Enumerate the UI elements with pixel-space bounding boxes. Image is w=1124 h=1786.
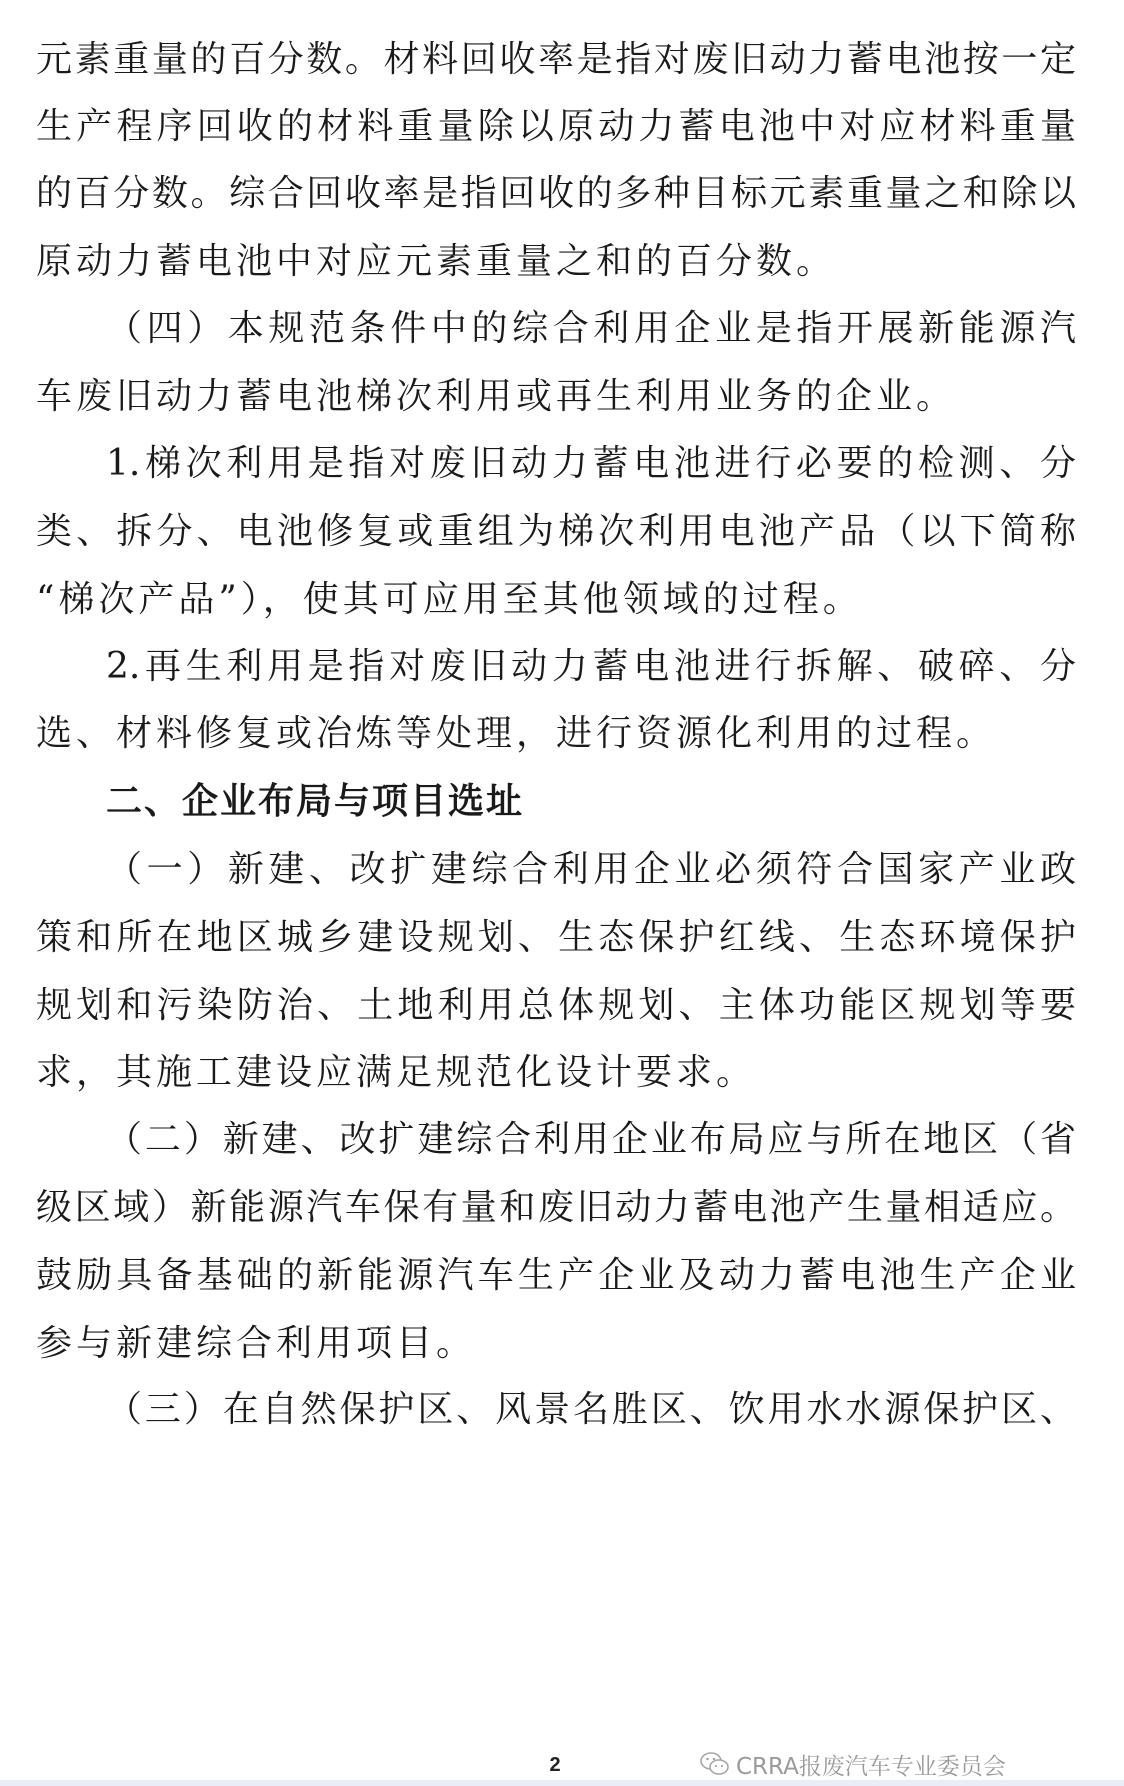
- paragraph-first-line: 1.梯次利用是指对废旧动力蓄电池进行必要的检测、分: [106, 443, 1076, 484]
- body-line: 求，其施工建设应满足规范化设计要求。: [36, 1052, 757, 1093]
- paragraph-first-line: 2.再生利用是指对废旧动力蓄电池进行拆解、破碎、分: [106, 646, 1076, 687]
- paragraph-first-line: （四）本规范条件中的综合利用企业是指开展新能源汽: [106, 308, 1076, 349]
- paragraph-first-line: （三）在自然保护区、风景名胜区、饮用水水源保护区、: [106, 1389, 1076, 1430]
- paragraph-first-line: （二）新建、改扩建综合利用企业布局应与所在地区（省: [106, 1119, 1076, 1160]
- watermark: [700, 1748, 1006, 1780]
- body-line: 的百分数。综合回收率是指回收的多种目标元素重量之和除以: [36, 173, 1076, 214]
- watermark-text: CRRA报废汽车专业委员会: [736, 1753, 1006, 1780]
- section-heading: 二、企业布局与项目选址: [106, 781, 525, 822]
- body-line: 元素重量的百分数。材料回收率是指对废旧动力蓄电池按一定: [36, 39, 1076, 80]
- page-number: 2: [549, 1754, 561, 1776]
- body-line: 策和所在地区城乡建设规划、生态保护红线、生态环境保护: [36, 917, 1076, 958]
- paragraph-first-line: （一）新建、改扩建综合利用企业必须符合国家产业政: [106, 849, 1076, 890]
- page-bottom-edge: [0, 1780, 1124, 1786]
- body-line: 原动力蓄电池中对应元素重量之和的百分数。: [36, 241, 837, 282]
- body-line: 车废旧动力蓄电池梯次利用或再生利用业务的企业。: [36, 376, 957, 417]
- body-line: 规划和污染防治、土地利用总体规划、主体功能区规划等要: [36, 985, 1076, 1026]
- body-line: 级区域）新能源汽车保有量和废旧动力蓄电池产生量相适应。: [36, 1187, 1076, 1228]
- body-line: 参与新建综合利用项目。: [36, 1323, 477, 1364]
- body-line: “梯次产品”），使其可应用至其他领域的过程。: [36, 579, 863, 620]
- body-line: 类、拆分、电池修复或重组为梯次利用电池产品（以下简称: [36, 511, 1076, 552]
- body-line: 生产程序回收的材料重量除以原动力蓄电池中对应材料重量: [36, 106, 1076, 147]
- wechat-icon: [700, 1751, 730, 1777]
- body-line: 选、材料修复或冶炼等处理，进行资源化利用的过程。: [36, 713, 997, 754]
- body-line: 鼓励具备基础的新能源汽车生产企业及动力蓄电池生产企业: [36, 1255, 1076, 1296]
